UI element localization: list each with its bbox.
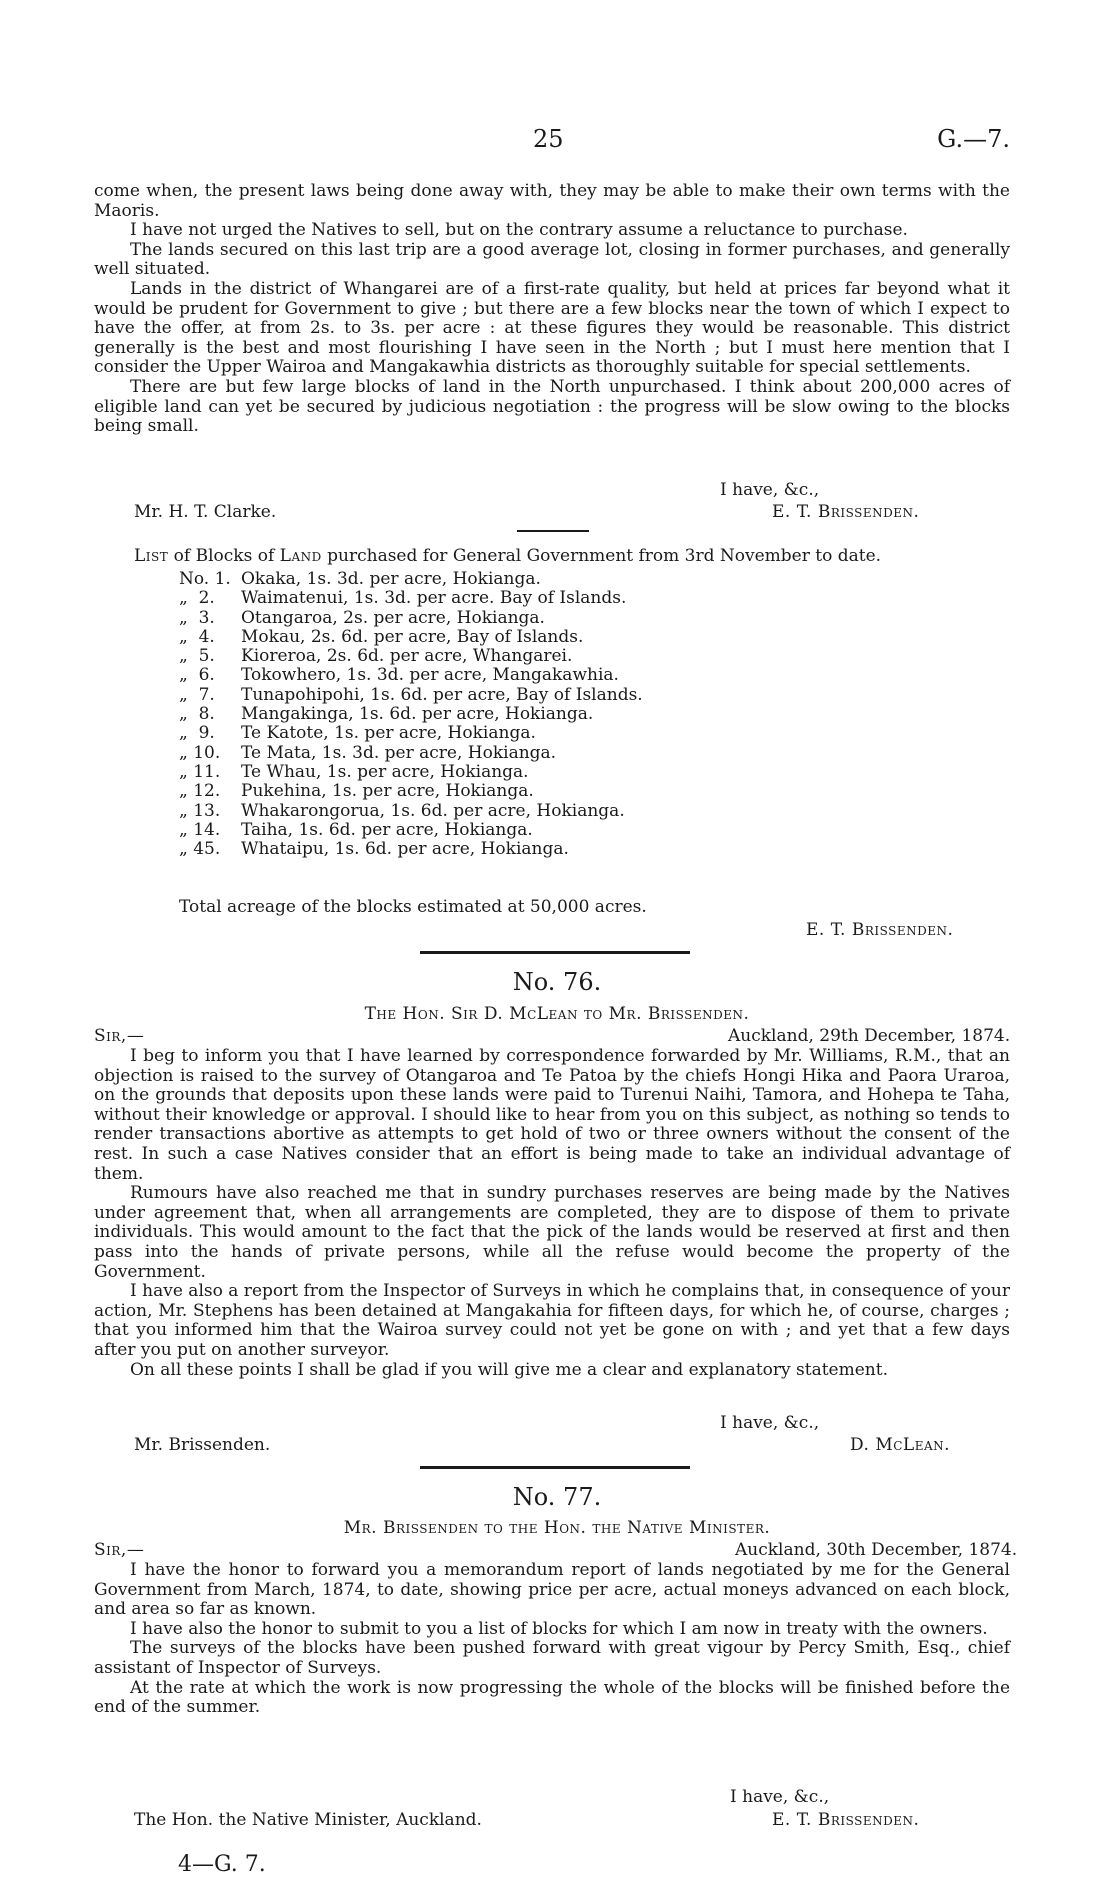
item-text: Tokowhero, 1s. 3d. per acre, Mangakawhia.: [241, 665, 619, 686]
paragraph: The lands secured on this last trip are a good average lot, closing in former purchases, and generally well situated.: [94, 239, 1010, 280]
signature: E. T. Brissenden.: [806, 920, 954, 940]
item-text: Kioreroa, 2s. 6d. per acre, Whangarei.: [241, 646, 573, 667]
item-text: Otangaroa, 2s. per acre, Hokianga.: [241, 607, 545, 628]
list-item: [179, 782, 643, 801]
paragraph: Rumours have also reached me that in sundry purchases reserves are being made by the Natives under agreement that, when all arrangements are completed, they are to dispose of them to private individuals. This would amount to the fact that the pick of the lands would be reserved at first and then pass into the hands of private persons, while all the refuse would become the property of the Government.: [94, 1183, 1010, 1282]
letter-from-to: The Hon. Sir D. McLean to Mr. Brissenden.: [364, 1004, 750, 1024]
place-date: Auckland, 29th December, 1874.: [728, 1026, 1011, 1046]
closing: I have, &c.,: [720, 480, 820, 500]
list-item: [179, 705, 643, 724]
heading-prefix: List: [134, 546, 169, 566]
letter-number: No. 76.: [512, 968, 602, 996]
paragraph: There are but few large blocks of land in the North unpurchased. I think about 200,000 acres of eligible land can yet be secured by judicious negotiation : the progress will be slow owing to the blocks being small.: [94, 376, 1010, 437]
paragraph: Lands in the district of Whangarei are of a first-rate quality, but held at prices far beyond what it would be prudent for Government to give ; but there are a few blocks near the town of which I expect to have the offer, at from 2s. to 3s. per acre : at these figures they would be reasonable. This district generally is the best and most flourishing I have seen in the North ; but I must here mention that I consider the Upper Wairoa and Mangakawhia districts as thoroughly suitable for special settlements.: [94, 278, 1010, 378]
item-number: „ 6.: [179, 665, 215, 686]
signature: D. McLean.: [850, 1435, 951, 1455]
closing: I have, &c.,: [730, 1787, 830, 1807]
item-text: Okaka, 1s. 3d. per acre, Hokianga.: [241, 569, 541, 589]
item-number: „ 4.: [179, 626, 215, 647]
item-text: Tunapohipohi, 1s. 6d. per acre, Bay of Islands.: [241, 684, 643, 705]
paragraph: At the rate at which the work is now progressing the whole of the blocks will be finished before the end of the summer.: [94, 1677, 1010, 1718]
list-item: [179, 763, 643, 782]
list-item: [179, 609, 643, 628]
item-number: „ 13.: [179, 800, 221, 821]
paragraph: come when, the present laws being done away with, they may be able to make their own terms with the Maoris.: [94, 181, 1010, 221]
list-item: [179, 570, 643, 589]
list-heading: [134, 546, 1014, 566]
item-text: Mokau, 2s. 6d. per acre, Bay of Islands.: [241, 626, 584, 647]
list-item: [179, 628, 643, 647]
land-list: [179, 570, 643, 859]
item-number: „ 12.: [179, 781, 221, 802]
salutation: Sir,—: [94, 1540, 145, 1560]
item-number: „ 11.: [179, 761, 221, 782]
item-number: „ 5.: [179, 646, 215, 667]
list-item: [179, 724, 643, 743]
paragraph: The surveys of the blocks have been pushed forward with great vigour by Percy Smith, Esq., chief assistant of Inspector of Surveys.: [94, 1638, 1010, 1678]
paragraph: I have the honor to forward you a memorandum report of lands negotiated by me for the General Government from March, 1874, to date, showing price per acre, actual moneys advanced on each block, and area so far as known.: [94, 1560, 1010, 1620]
place-date: Auckland, 30th December, 1874.: [735, 1540, 1018, 1560]
addressee: Mr. Brissenden.: [134, 1435, 271, 1455]
item-text: Taiha, 1s. 6d. per acre, Hokianga.: [241, 819, 533, 840]
item-number: „ 10.: [179, 742, 221, 763]
item-number: „ 8.: [179, 704, 215, 725]
item-text: Te Mata, 1s. 3d. per acre, Hokianga.: [241, 742, 557, 763]
addressee: Mr. H. T. Clarke.: [134, 502, 277, 522]
list-item: [179, 840, 643, 859]
signature: E. T. Brissenden.: [772, 502, 920, 522]
item-text: Te Katote, 1s. per acre, Hokianga.: [241, 723, 536, 744]
list-item: [179, 589, 643, 608]
heading-land: Land: [279, 546, 322, 566]
list-item: [179, 802, 643, 821]
item-text: Mangakinga, 1s. 6d. per acre, Hokianga.: [241, 704, 594, 725]
item-number: „ 45.: [179, 839, 221, 860]
document-reference: G.—7.: [937, 125, 1010, 153]
paragraph: I beg to inform you that I have learned by correspondence forwarded by Mr. Williams, R.M., that an objection is raised to the survey of Otangaroa and Te Patoa by the chiefs Hongi Hika and Paora Uraroa, on the grounds that deposits upon these lands were paid to Turenui Naihi, Tamora, and Hohepa te Taha, without their knowledge or approval. I should like to hear from you on this subject, as nothing so tends to render transactions abortive as attempts to get hold of two or three owners without the consent of the rest. In such a case Natives consider that an effort is being made to take an individual advantage of them.: [94, 1046, 1010, 1184]
list-item: [179, 647, 643, 666]
divider: [420, 1466, 690, 1469]
item-number: „ 7.: [179, 684, 215, 705]
item-text: Whataipu, 1s. 6d. per acre, Hokianga.: [241, 839, 569, 860]
letter-body: [94, 1561, 1010, 1718]
divider: [420, 951, 690, 954]
closing: I have, &c.,: [720, 1413, 820, 1433]
item-number: „ 2.: [179, 588, 215, 609]
letter-body: [94, 1047, 1010, 1380]
paragraph: On all these points I shall be glad if you will give me a clear and explanatory statement.: [130, 1359, 888, 1380]
page-number: 25: [533, 125, 564, 153]
list-item: [179, 744, 643, 763]
list-item: [179, 666, 643, 685]
paragraph: I have not urged the Natives to sell, but on the contrary assume a reluctance to purchase.: [130, 220, 908, 241]
item-number: „ 14.: [179, 819, 221, 840]
item-text: Waimatenui, 1s. 3d. per acre. Bay of Islands.: [241, 588, 627, 609]
heading-mid: of Blocks of: [173, 546, 275, 566]
list-item: [179, 686, 643, 705]
intro-section: [94, 182, 1010, 437]
divider: [517, 530, 589, 532]
item-text: Te Whau, 1s. per acre, Hokianga.: [241, 761, 529, 782]
item-number: „ 3.: [179, 607, 215, 628]
list-item: [179, 821, 643, 840]
heading-rest: purchased for General Government from 3rd November to date.: [327, 546, 882, 566]
item-text: Whakarongorua, 1s. 6d. per acre, Hokianga.: [241, 800, 625, 821]
letter-number: No. 77.: [512, 1483, 602, 1511]
salutation: Sir,—: [94, 1026, 145, 1046]
item-number: No. 1.: [179, 569, 231, 589]
signature: E. T. Brissenden.: [772, 1810, 920, 1830]
item-text: Pukehina, 1s. per acre, Hokianga.: [241, 781, 534, 802]
printer-signature-mark: 4—G. 7.: [178, 1852, 266, 1877]
letter-from-to: Mr. Brissenden to the Hon. the Native Minister.: [343, 1518, 771, 1538]
item-number: „ 9.: [179, 723, 215, 744]
list-total: Total acreage of the blocks estimated at 50,000 acres.: [179, 897, 647, 917]
addressee: The Hon. the Native Minister, Auckland.: [134, 1810, 482, 1830]
paragraph: I have also the honor to submit to you a list of blocks for which I am now in treaty with the owners.: [130, 1618, 988, 1639]
paragraph: I have also a report from the Inspector of Surveys in which he complains that, in consequence of your action, Mr. Stephens has been detained at Mangakahia for fifteen days, for which he, of course, charges ; that you informed him that the Wairoa survey could not yet be gone on with ; and yet that a few days after you put on another surveyor.: [94, 1281, 1010, 1360]
